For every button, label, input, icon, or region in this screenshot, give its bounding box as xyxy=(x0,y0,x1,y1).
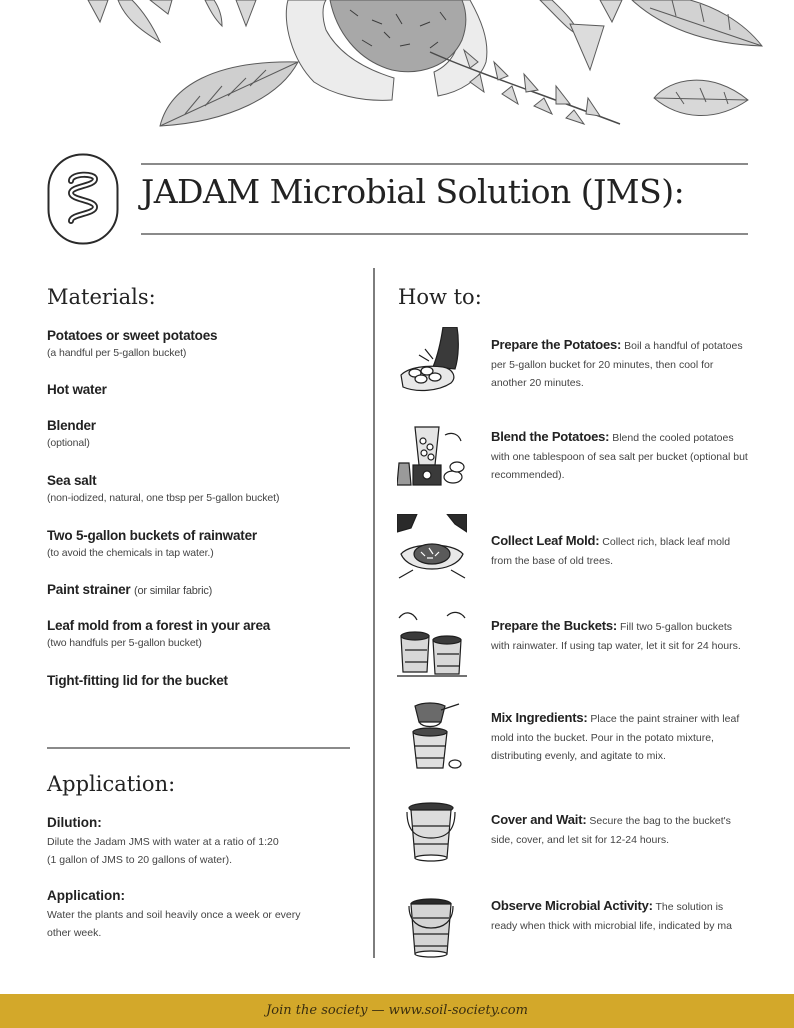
step-title: Mix Ingredients: xyxy=(491,710,588,725)
step-title: Prepare the Potatoes: xyxy=(491,337,622,352)
application-item-title: Application: xyxy=(47,888,125,903)
material-name: Hot water xyxy=(47,382,107,397)
footer-bar xyxy=(0,994,794,1028)
application-heading: Application: xyxy=(47,772,176,796)
material-item xyxy=(47,418,357,449)
application-item-line: (1 gallon of JMS to 20 gallons of water). xyxy=(47,854,233,866)
application-item-text xyxy=(47,906,347,942)
step-text: The solution is ready when thick with microbial life, indicated by ma xyxy=(491,901,733,932)
application-item xyxy=(47,888,347,942)
application-item-line: Water the plants and soil heavily once a week or every xyxy=(47,909,301,921)
mixing-bucket-icon xyxy=(397,702,467,772)
material-item xyxy=(47,618,357,649)
howto-heading: How to: xyxy=(398,285,482,309)
material-name: Blender xyxy=(47,418,96,433)
material-note: (two handfuls per 5-gallon bucket) xyxy=(47,637,202,649)
title-rule-bottom xyxy=(141,233,748,235)
materials-heading: Materials: xyxy=(47,285,156,309)
blender-icon xyxy=(397,421,467,491)
botanical-header-illustration xyxy=(0,0,794,132)
material-note: (non-iodized, natural, one tbsp per 5-gallon bucket) xyxy=(47,492,280,504)
material-note: (to avoid the chemicals in tap water.) xyxy=(47,547,214,559)
hands-holding-potatoes-icon xyxy=(397,327,467,397)
material-name: Sea salt xyxy=(47,473,97,488)
material-name: Leaf mold from a forest in your area xyxy=(47,618,271,633)
step-title: Collect Leaf Mold: xyxy=(491,533,600,548)
hands-leaf-mold-icon xyxy=(397,514,467,584)
step-text: Fill two 5-gallon buckets with rainwater. If using tap water, let it sit for 24 hours. xyxy=(491,621,741,652)
step-text: Boil a handful of potatoes per 5-gallon bucket for 20 minutes, then cool for another 20 minutes. xyxy=(491,340,743,389)
howto-step xyxy=(491,336,749,393)
step-text: Place the paint strainer with leaf mold into the bucket. Pour in the potato mixture, distributing evenly, and agitate to mix. xyxy=(491,713,740,762)
step-title: Blend the Potatoes: xyxy=(491,429,610,444)
howto-step xyxy=(491,532,749,570)
step-title: Cover and Wait: xyxy=(491,812,587,827)
material-name: Two 5-gallon buckets of rainwater xyxy=(47,528,257,543)
application-item-line: other week. xyxy=(47,927,102,939)
material-inline-note: (or similar fabric) xyxy=(134,585,213,597)
material-item xyxy=(47,582,357,597)
material-item xyxy=(47,328,357,359)
section-rule xyxy=(47,747,350,749)
covered-bucket-icon xyxy=(397,798,467,868)
column-divider xyxy=(373,268,375,958)
buckets-icon xyxy=(397,610,467,680)
application-item xyxy=(47,815,347,869)
step-title: Observe Microbial Activity: xyxy=(491,898,653,913)
material-name-text: Paint strainer xyxy=(47,582,131,597)
material-item xyxy=(47,528,357,559)
application-item-line: Dilute the Jadam JMS with water at a ratio of 1:20 xyxy=(47,836,279,848)
material-name: Tight-fitting lid for the bucket xyxy=(47,673,228,688)
soil-coil-logo-icon xyxy=(47,153,119,245)
page-title: JADAM Microbial Solution (JMS): xyxy=(141,172,685,211)
material-item xyxy=(47,473,357,504)
howto-step xyxy=(491,897,749,935)
material-name: Potatoes or sweet potatoes xyxy=(47,328,218,343)
material-item xyxy=(47,382,357,397)
step-text: Blend the cooled potatoes with one tablespoon of sea salt per bucket (optional but recommended). xyxy=(491,432,748,481)
step-text: Collect rich, black leaf mold from the base of old trees. xyxy=(491,536,731,567)
material-note: (a handful per 5-gallon bucket) xyxy=(47,347,187,359)
material-name xyxy=(47,582,357,597)
howto-step xyxy=(491,811,749,849)
material-item xyxy=(47,673,357,688)
application-item-title: Dilution: xyxy=(47,815,102,830)
step-title: Prepare the Buckets: xyxy=(491,618,618,633)
howto-step xyxy=(491,617,749,655)
howto-step xyxy=(491,709,749,766)
application-item-text xyxy=(47,833,347,869)
material-note: (optional) xyxy=(47,437,90,449)
howto-step xyxy=(491,428,749,485)
footer-link[interactable]: Join the society — www.soil-society.com xyxy=(266,1003,528,1018)
bucket-icon xyxy=(397,892,467,962)
step-text: Secure the bag to the bucket's side, cover, and let sit for 12-24 hours. xyxy=(491,815,731,846)
title-rule-top xyxy=(141,163,748,165)
